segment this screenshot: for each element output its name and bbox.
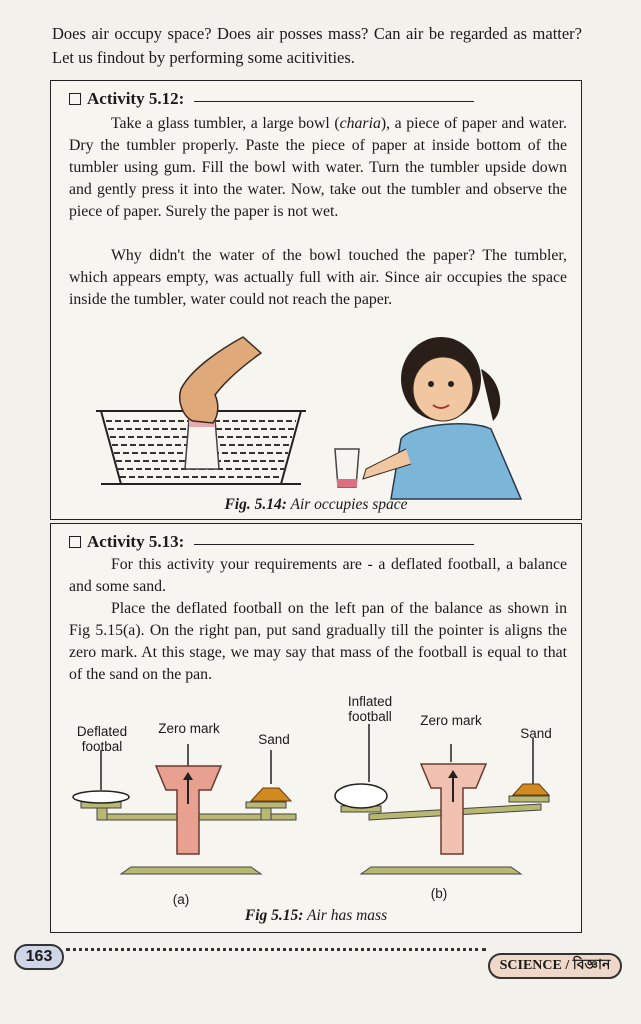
para1-emphasis: charia — [339, 115, 381, 132]
activity-5-13-para1 — [69, 554, 567, 598]
para1-part-b: ), a piece of paper and water. Dry the tumbler properly. Paste the piece of paper at inside bottom of the tumbler using gum. Fill the bowl with water. Turn the tumbler upside down and gently press it into the water. Now, take out the tumbler and observe the piece of paper. Surely the paper is not wet. — [69, 115, 567, 220]
activity-5-13-heading — [69, 532, 474, 552]
activity-5-13-para2 — [69, 598, 567, 686]
label-sub-a: (a) — [172, 892, 190, 907]
figure-5-15-caption — [51, 907, 581, 925]
activity-5-13-box — [50, 523, 582, 933]
checkbox-icon — [69, 536, 81, 548]
balance-b — [335, 724, 549, 874]
label-sand-a: Sand — [258, 732, 290, 747]
page-number: 163 — [14, 944, 64, 970]
label-deflated-football: Deflated footbal — [76, 724, 128, 754]
inverted-tumbler — [185, 419, 219, 469]
girl-illustration — [363, 337, 521, 499]
label-sub-b: (b) — [430, 886, 448, 901]
figure-5-15-illustration — [51, 704, 583, 904]
held-tumbler — [335, 449, 359, 487]
figure-5-14-caption — [51, 496, 581, 514]
activity-5-12-heading — [69, 89, 474, 109]
para1-part-a: Take a glass tumbler, a large bowl ( — [111, 115, 340, 132]
para2-text: Place the deflated football on the left pan of the balance as shown in Fig 5.15(a). On the right pan, put sand gradually till the pointer is aligns the zero mark. At this stage, we may say that mass of the football is equal to that of the sand on the pan. — [69, 600, 567, 683]
balance-a — [73, 744, 296, 874]
subject-tag: SCIENCE / বিজ্ঞান — [488, 953, 622, 979]
heading-rule — [194, 101, 474, 102]
activity-5-13-title: Activity 5.13: — [87, 532, 185, 551]
caption-text: Air occupies space — [286, 496, 408, 513]
para1-text: For this activity your requirements are - a deflated football, a balance and some sand. — [69, 556, 567, 595]
caption-label: Fig 5.15: — [244, 907, 304, 924]
checkbox-icon — [69, 93, 81, 105]
label-zero-mark-b: Zero mark — [420, 713, 482, 728]
activity-5-12-box — [50, 80, 582, 520]
footer-dotted-rule — [66, 948, 486, 951]
activity-5-12-para1 — [69, 113, 567, 223]
para2-text: Why didn't the water of the bowl touched the paper? The tumbler, which appears empty, was actually full with air. Since air occupies the space inside the tumbler, water could not reach the paper. — [69, 247, 567, 308]
label-zero-mark-a: Zero mark — [158, 721, 220, 736]
figure-5-14-illustration — [51, 329, 583, 509]
heading-rule — [194, 544, 474, 545]
caption-text: Air has mass — [303, 907, 388, 924]
label-inflated-football: Inflated football — [347, 694, 393, 724]
intro-paragraph: Does air occupy space? Does air posses mass? Can air be regarded as matter? Let us findout by performing some acitivities. — [52, 24, 582, 67]
label-sand-b: Sand — [520, 726, 552, 741]
activity-5-12-para2 — [69, 245, 567, 311]
activity-5-12-title: Activity 5.12: — [87, 89, 185, 108]
caption-label: Fig. 5.14: — [224, 496, 287, 513]
